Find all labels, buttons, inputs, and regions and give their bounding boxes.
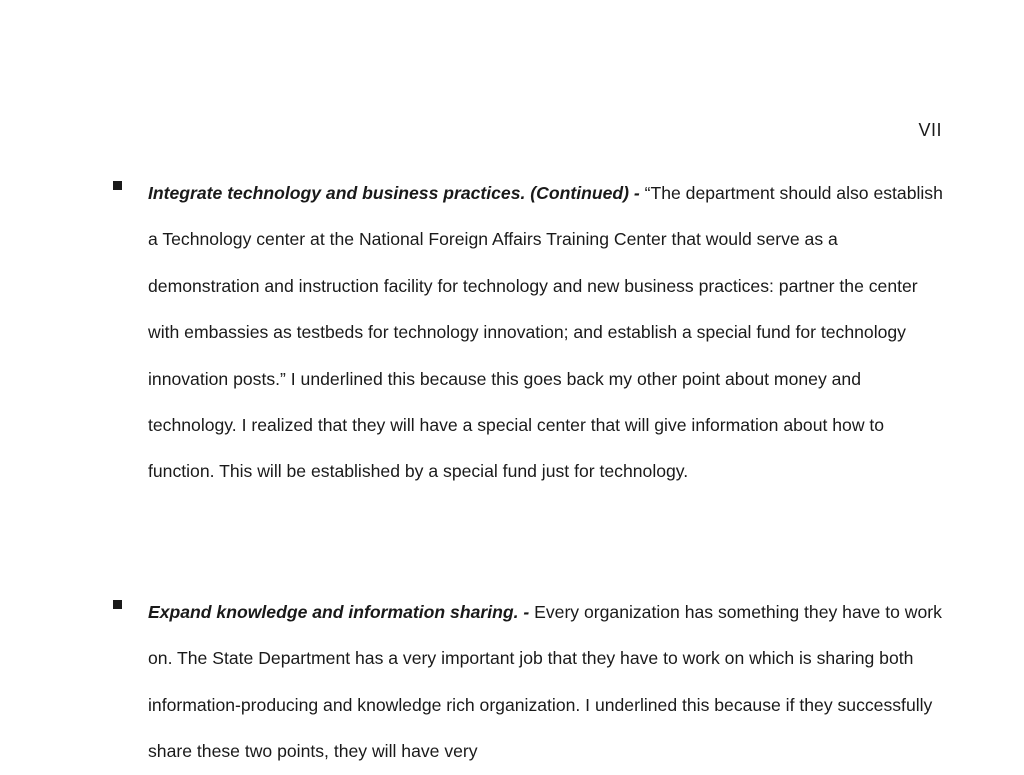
bullet-lead: Expand knowledge and information sharing. - xyxy=(148,602,530,622)
bullet-body: Every organization has something they have to work on. The State Department has a very important job that they have to work on which is sharing both information-producing and knowledge rich organization. I underlined this because if they successfully share these two points, they will have very xyxy=(148,602,942,762)
bullet-paragraph xyxy=(148,589,948,775)
bullet-item xyxy=(113,170,943,495)
bullet-lead: Integrate technology and business practices. (Continued) - xyxy=(148,183,640,203)
square-bullet-icon xyxy=(113,600,122,609)
square-bullet-icon xyxy=(113,181,122,190)
bullet-item xyxy=(113,589,942,775)
bullet-body: “The department should also establish a Technology center at the National Foreign Affairs Training Center that would serve as a demonstration and instruction facility for technology and new business practices: partner the center with embassies as testbeds for technology innovation; and establish a special fund for technology innovation posts.” I underlined this because this goes back my other point about money and technology. I realized that they will have a special center that will give information about how to function. This will be established by a special fund just for technology. xyxy=(148,183,943,482)
bullet-paragraph xyxy=(148,170,948,495)
page-number: VII xyxy=(918,120,942,140)
